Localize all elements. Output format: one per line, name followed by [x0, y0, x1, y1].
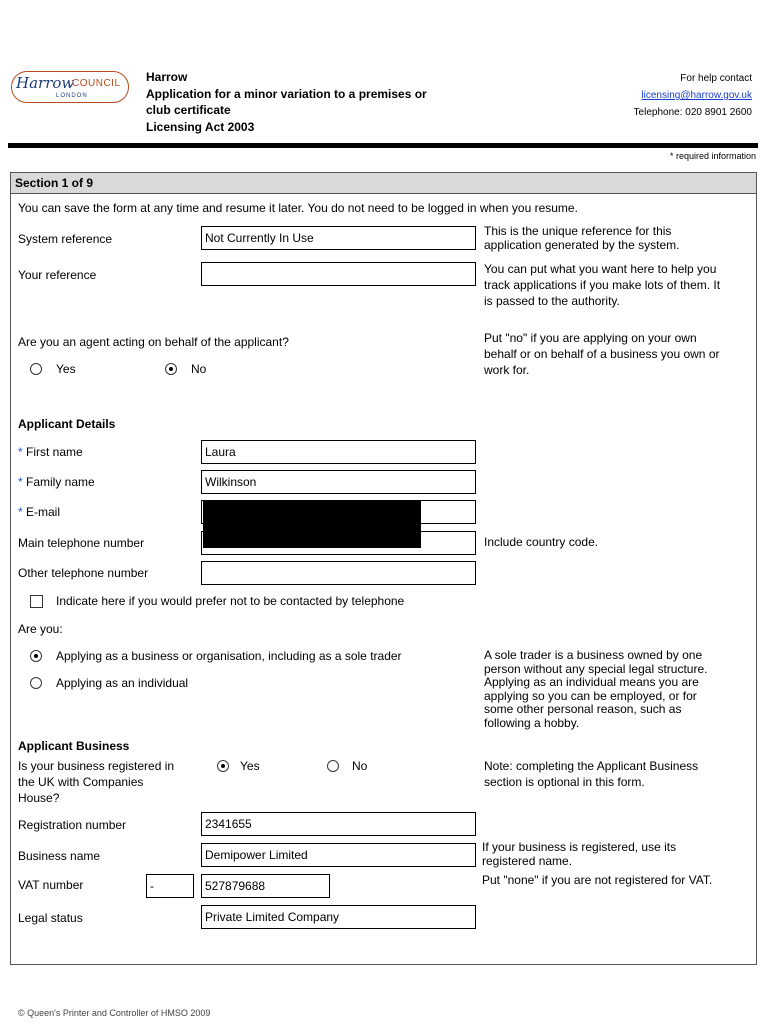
business-name-input[interactable]: Demipower Limited — [201, 843, 476, 867]
main-phone-label: Main telephone number — [18, 536, 145, 550]
family-name-input[interactable]: Wilkinson — [201, 470, 476, 494]
logo-london-text: LONDON — [56, 93, 88, 99]
applying-business-radio[interactable] — [30, 650, 42, 662]
agent-yes-radio[interactable] — [30, 363, 42, 375]
registered-question: Is your business registered in the UK with Companies House? — [18, 759, 175, 805]
section-title: Section 1 of 9 — [15, 176, 94, 190]
vat-help: Put "none" if you are not registered for VAT. — [482, 873, 713, 887]
agent-yes-label: Yes — [56, 362, 76, 376]
first-name-input[interactable]: Laura — [201, 440, 476, 464]
logo-council-text: COUNCIL — [72, 78, 121, 89]
are-you-label: Are you: — [18, 622, 63, 636]
applying-business-label: Applying as a business or organisation, including as a sole trader — [56, 649, 402, 663]
legal-status-label: Legal status — [18, 911, 83, 925]
agent-question: Are you an agent acting on behalf of the applicant? — [18, 335, 289, 349]
business-optional-note: Note: completing the Applicant Business section is optional in this form. — [484, 759, 699, 789]
other-phone-label: Other telephone number — [18, 566, 149, 580]
form-title-block — [146, 69, 427, 135]
business-name-help: If your business is registered, use its registered name. — [482, 840, 677, 868]
family-name-label: * Family name — [18, 475, 95, 489]
agent-help: Put "no" if you are applying on your own behalf or on behalf of a business you own or work for. — [484, 331, 720, 377]
your-reference-input[interactable] — [201, 262, 476, 286]
legal-status-select[interactable]: Private Limited Company — [201, 905, 476, 929]
applicant-business-heading: Applicant Business — [18, 739, 130, 753]
help-contact-block — [634, 70, 752, 121]
registered-no-radio[interactable] — [327, 760, 339, 772]
copyright-footer: © Queen's Printer and Controller of HMSO 2009 — [18, 1008, 211, 1018]
help-email-link[interactable]: licensing@harrow.gov.uk — [641, 90, 752, 101]
registration-number-input[interactable]: 2341655 — [201, 812, 476, 836]
redaction-block — [203, 501, 421, 548]
registered-yes-radio[interactable] — [217, 760, 229, 772]
logo-script-text: Harrow — [16, 74, 75, 92]
first-name-label: * First name — [18, 445, 83, 459]
org-name: Harrow — [146, 70, 188, 84]
form-title-line2: club certificate — [146, 103, 231, 117]
agent-no-label: No — [191, 362, 207, 376]
system-reference-label: System reference — [18, 232, 113, 246]
form-title-line1: Application for a minor variation to a premises or — [146, 86, 427, 101]
registration-number-label: Registration number — [18, 818, 127, 832]
your-reference-help: You can put what you want here to help you track applications if you make lots of them. It is passed to the authority. — [484, 262, 721, 308]
vat-number-label: VAT number — [18, 878, 84, 892]
other-phone-input[interactable] — [201, 561, 476, 585]
section-intro: You can save the form at any time and resume it later. You do not need to be logged in when you resume. — [18, 201, 578, 215]
header-rule — [8, 143, 758, 148]
harrow-council-logo — [11, 71, 129, 103]
sole-trader-help: A sole trader is a business owned by one person without any special legal structure. Applying as an individual means you are applying so you can be employed, or for some other personal reason, such as following a hobby. — [484, 648, 708, 730]
system-reference-help: This is the unique reference for this application generated by the system. — [484, 224, 680, 252]
required-info-note: * required information — [669, 151, 756, 161]
licensing-act: Licensing Act 2003 — [146, 119, 255, 134]
vat-prefix-input[interactable]: - — [146, 874, 194, 898]
no-phone-contact-label: Indicate here if you would prefer not to be contacted by telephone — [56, 594, 405, 608]
registered-no-label: No — [352, 759, 368, 773]
applying-individual-label: Applying as an individual — [56, 676, 189, 690]
business-name-label: Business name — [18, 849, 101, 863]
main-phone-help: Include country code. — [484, 535, 599, 549]
vat-number-input[interactable]: 527879688 — [201, 874, 330, 898]
applicant-details-heading: Applicant Details — [18, 417, 116, 431]
help-contact-label: For help contact — [680, 73, 752, 84]
registered-yes-label: Yes — [240, 759, 260, 773]
applying-individual-radio[interactable] — [30, 677, 42, 689]
your-reference-label: Your reference — [18, 268, 97, 282]
help-phone: Telephone: 020 8901 2600 — [633, 107, 752, 118]
section-title-bar — [10, 172, 757, 194]
system-reference-field: Not Currently In Use — [201, 226, 476, 250]
no-phone-contact-checkbox[interactable] — [30, 595, 43, 608]
agent-no-radio[interactable] — [165, 363, 177, 375]
email-label: * E-mail — [18, 505, 61, 519]
